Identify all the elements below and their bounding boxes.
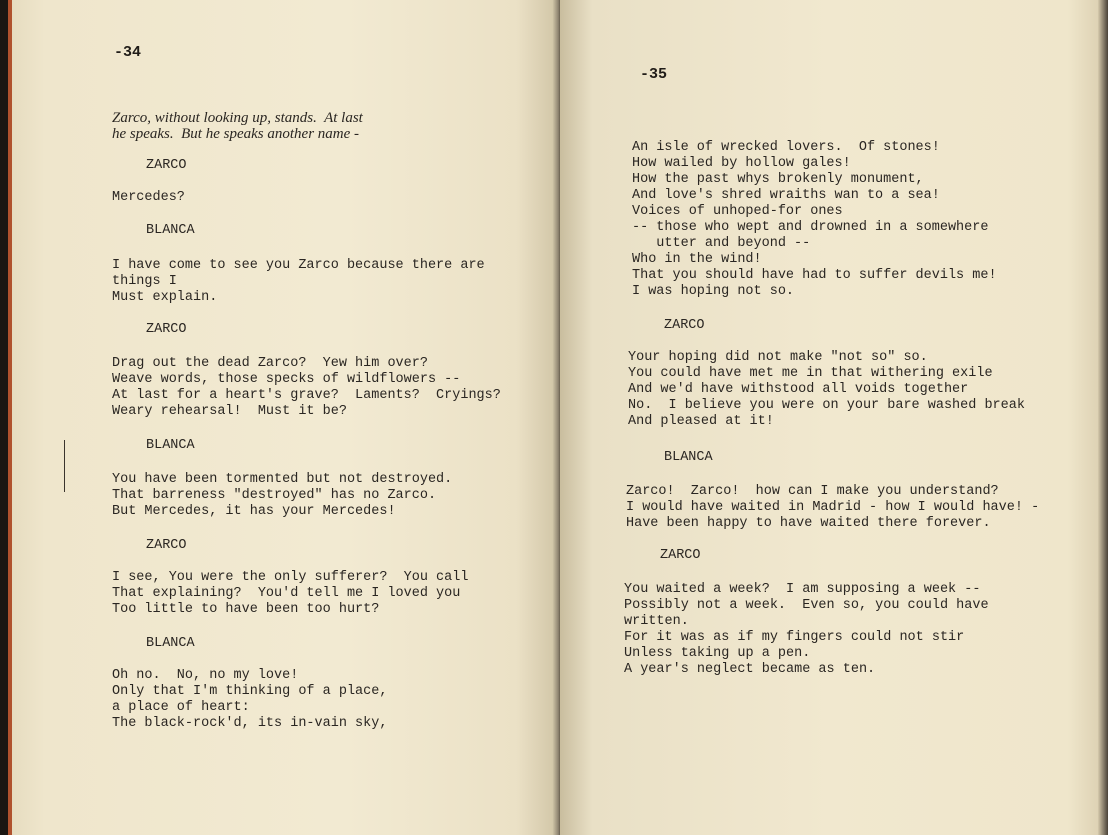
dialogue-line: Only that I'm thinking of a place, [112,684,388,699]
dialogue-line: I have come to see you Zarco because there are [112,258,485,273]
dialogue-line: I see, You were the only sufferer? You call [112,570,469,585]
verse-line: That you should have had to suffer devils me! [632,268,997,283]
verse-line: utter and beyond -- [632,236,811,251]
verse-line: Voices of unhoped-for ones [632,204,843,219]
verse-line: -- those who wept and drowned in a somewhere [632,220,989,235]
stage-direction-line: Zarco, without looking up, stands. At last [112,110,363,126]
dialogue-line: Weave words, those specks of wildflowers -- [112,372,461,387]
dialogue-line: You have been tormented but not destroyed. [112,472,453,487]
dialogue-line: Oh no. No, no my love! [112,668,299,683]
dialogue-line: a place of heart: [112,700,250,715]
dialogue-block [112,190,185,206]
speaker-name: BLANCA [664,450,713,465]
opening-verse [632,140,997,300]
stage-direction-line: he speaks. But he speaks another name - [112,126,360,142]
dialogue-line: A year's neglect became as ten. [624,662,876,677]
dialogue-line: Mercedes? [112,190,185,205]
dialogue-block [112,668,387,732]
dialogue-line: Drag out the dead Zarco? Yew him over? [112,356,428,371]
speaker-name: BLANCA [146,636,195,651]
left-page-number: -34 [114,44,142,61]
speaker-name: ZARCO [660,548,701,563]
dialogue-line: Possibly not a week. Even so, you could have [624,598,989,613]
dialogue-line: That explaining? You'd tell me I loved you [112,586,461,601]
dialogue-line: Must explain. [112,290,218,305]
speaker-name: ZARCO [664,318,705,333]
dialogue-line: written. [624,614,689,629]
dialogue-line: But Mercedes, it has your Mercedes! [112,504,396,519]
dialogue-line: Have been happy to have waited there forever. [626,516,991,531]
dialogue-line: I would have waited in Madrid - how I would have! - [626,500,1040,515]
dialogue-block [626,484,1039,532]
verse-line: I was hoping not so. [632,284,795,299]
dialogue-block [112,356,501,420]
verse-line: How wailed by hollow gales! [632,156,851,171]
speaker-name: BLANCA [146,438,195,453]
dialogue-line: For it was as if my fingers could not stir [624,630,965,645]
dialogue-line: Unless taking up a pen. [624,646,811,661]
dialogue-line: That barreness "destroyed" has no Zarco. [112,488,437,503]
dialogue-line: Weary rehearsal! Must it be? [112,404,347,419]
dialogue-line: Your hoping did not make "not so" so. [628,350,928,365]
book-edge [1098,0,1108,835]
verse-line: Who in the wind! [632,252,762,267]
dialogue-block [624,582,989,678]
dialogue-line: And we'd have withstood all voids together [628,382,969,397]
right-page-number: -35 [640,66,668,83]
dialogue-block [628,350,1025,430]
speaker-name: ZARCO [146,322,187,337]
dialogue-block [112,570,468,618]
dialogue-line: And pleased at it! [628,414,774,429]
speaker-name: BLANCA [146,223,195,238]
dialogue-block [112,472,452,520]
dialogue-block [112,258,485,306]
right-page [560,0,1100,835]
verse-line: And love's shred wraiths wan to a sea! [632,188,940,203]
dialogue-line: Zarco! Zarco! how can I make you understand? [626,484,999,499]
speaker-name: ZARCO [146,538,187,553]
stage-direction [112,110,363,142]
dialogue-line: You waited a week? I am supposing a week -- [624,582,981,597]
verse-line: How the past whys brokenly monument, [632,172,924,187]
dialogue-line: The black-rock'd, its in-vain sky, [112,716,388,731]
dialogue-line: Too little to have been too hurt? [112,602,380,617]
verse-line: An isle of wrecked lovers. Of stones! [632,140,940,155]
dialogue-line: At last for a heart's grave? Laments? Cryings? [112,388,501,403]
left-page [8,0,560,835]
margin-mark [64,440,65,492]
speaker-name: ZARCO [146,158,187,173]
dialogue-line: things I [112,274,177,289]
dialogue-line: No. I believe you were on your bare washed break [628,398,1025,413]
dialogue-line: You could have met me in that withering exile [628,366,993,381]
